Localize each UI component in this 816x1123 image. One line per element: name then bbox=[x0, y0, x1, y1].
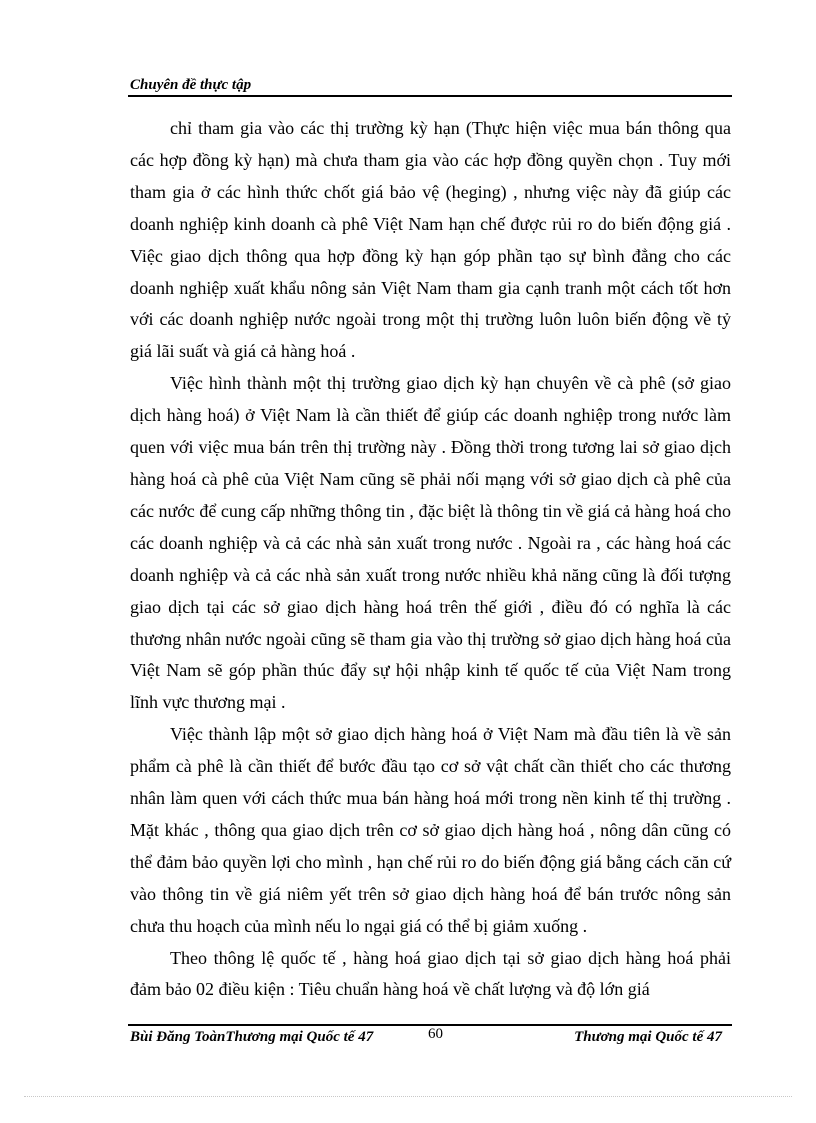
header-title: Chuyên đề thực tập bbox=[130, 77, 252, 93]
page-boundary bbox=[24, 1096, 792, 1097]
body-text bbox=[130, 113, 731, 1006]
page-number: 60 bbox=[428, 1026, 443, 1042]
footer-department: Thương mại Quốc tế 47 bbox=[574, 1029, 722, 1045]
paragraph-4: Theo thông lệ quốc tế , hàng hoá giao dịch tại sở giao dịch hàng hoá phải đảm bảo 02 điều kiện : Tiêu chuẩn hàng hoá về chất lượng và độ lớn giá bbox=[130, 947, 731, 1000]
header-divider bbox=[128, 95, 732, 97]
paragraph-2: Việc hình thành một thị trường giao dịch kỳ hạn chuyên về cà phê (sở giao dịch hàng hoá) ở Việt Nam là cần thiết để giúp các doanh nghiệp trong nước làm quen với việc mua bán trên thị trường này . Đồng thời trong tương lai sở giao dịch hàng hoá cà phê của Việt Nam cũng sẽ phải nối mạng với sở giao dịch cà phê của các nước để cung cấp những thông tin , đặc biệt là thông tin về giá cả hàng hoá cho các doanh nghiệp và cả các nhà sản xuất trong nước . Ngoài ra , các hàng hoá các doanh nghiệp và cả các nhà sản xuất trong nước nhiều khả năng cũng là đối tượng giao dịch tại các sở giao dịch hàng hoá trên thế giới , điều đó có nghĩa là các thương nhân nước ngoài cũng sẽ tham gia vào thị trường sở giao dịch hàng hoá của Việt Nam sẽ góp phần thúc đẩy sự hội nhập kinh tế quốc tế của Việt Nam trong lĩnh vực thương mại . bbox=[130, 373, 731, 713]
paragraph-1: chỉ tham gia vào các thị trường kỳ hạn (Thực hiện việc mua bán thông qua các hợp đồng kỳ hạn) mà chưa tham gia vào các hợp đồng quyền chọn . Tuy mới tham gia ở các hình thức chốt giá bảo vệ (heging) , nhưng việc này đã giúp các doanh nghiệp kinh doanh cà phê Việt Nam hạn chế được rủi ro do biến động giá . Việc giao dịch thông qua hợp đồng kỳ hạn góp phần tạo sự bình đẳng cho các doanh nghiệp xuất khẩu nông sản Việt Nam tham gia cạnh tranh một cách tốt hơn với các doanh nghiệp nước ngoài trong một thị trường luôn luôn biến động về tỷ giá lãi suất và giá cả hàng hoá . bbox=[130, 118, 731, 362]
paragraph-3: Việc thành lập một sở giao dịch hàng hoá ở Việt Nam mà đầu tiên là về sản phẩm cà phê là cần thiết để bước đầu tạo cơ sở vật chất cần thiết cho các thương nhân làm quen với cách thức mua bán hàng hoá mới trong nền kinh tế thị trường . Mặt khác , thông qua giao dịch trên cơ sở giao dịch hàng hoá , nông dân cũng có thể đảm bảo quyền lợi cho mình , hạn chế rủi ro do biến động giá bằng cách căn cứ vào thông tin về giá niêm yết trên sở giao dịch hàng hoá để bán trước nông sản chưa thu hoạch của mình nếu lo ngại giá có thể bị giảm xuống . bbox=[130, 724, 731, 936]
footer-author: Bùi Đăng ToànThương mại Quốc tế 47 bbox=[130, 1029, 374, 1045]
